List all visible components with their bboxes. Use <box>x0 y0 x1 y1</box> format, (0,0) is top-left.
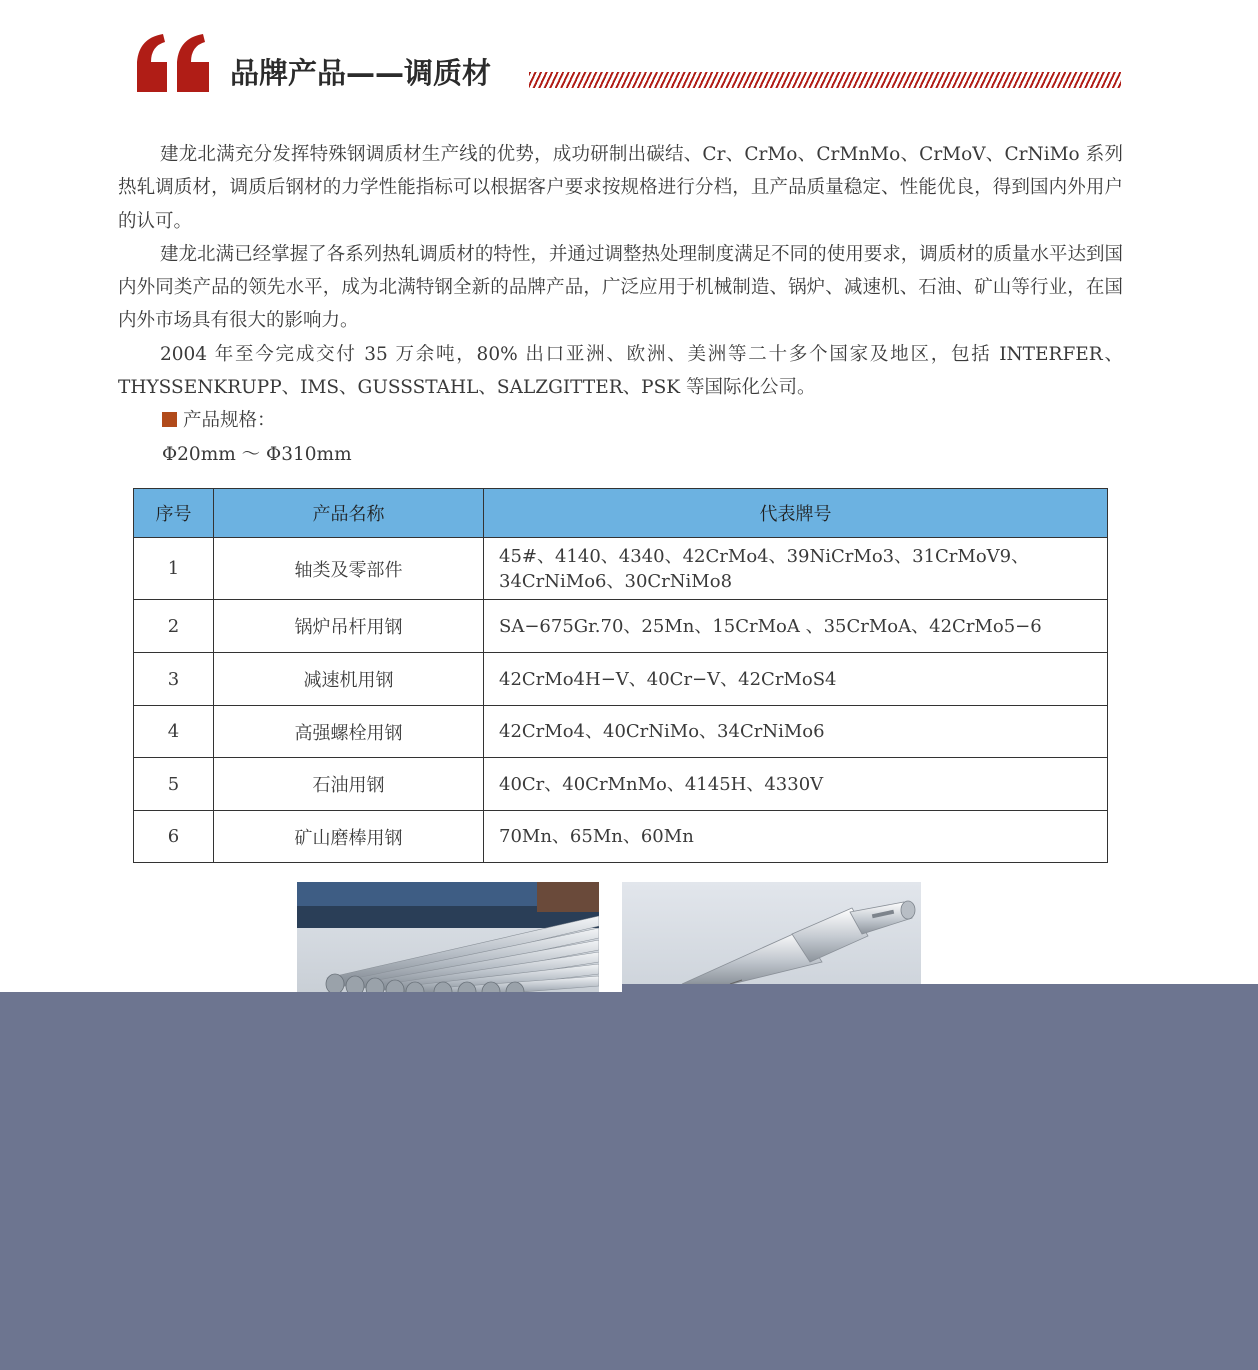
spec-range: Φ20mm ～ Φ310mm <box>162 444 352 465</box>
row-grades: 70Mn、65Mn、60Mn <box>484 811 1108 863</box>
table-header-row <box>134 489 1108 538</box>
row-grades: 42CrMo4H−V、40Cr−V、42CrMoS4 <box>484 653 1108 706</box>
product-table <box>133 488 1108 863</box>
row-grades: 45#、4140、4340、42CrMo4、39NiCrMo3、31CrMoV9、 34CrNiMo6、30CrNiMo8 <box>484 538 1108 600</box>
row-no: 1 <box>134 538 214 600</box>
header-name: 产品名称 <box>214 489 484 538</box>
row-grades: SA−675Gr.70、25Mn、15CrMoA 、35CrMoA、42CrMo5−6 <box>484 600 1108 653</box>
shaft-part-photo <box>622 882 921 984</box>
table-row <box>134 538 1108 600</box>
row-no: 3 <box>134 653 214 706</box>
page-title: 品牌产品——调质材 <box>230 56 492 90</box>
title-stripe-decoration <box>529 72 1121 88</box>
spec-heading <box>162 404 276 437</box>
footer-band <box>0 984 1258 1370</box>
row-name: 矿山磨棒用钢 <box>214 811 484 863</box>
double-quote-icon <box>133 32 213 92</box>
row-no: 4 <box>134 706 214 758</box>
intro-paragraph: 2004 年至今完成交付 35 万余吨，80% 出口亚洲、欧洲、美洲等二十多个国家及地区，包括 INTERFER、THYSSENKRUPP、IMS、GUSSSTAHL、SALZGITTER、PSK 等国际化公司。 <box>118 343 1123 399</box>
row-no: 2 <box>134 600 214 653</box>
table-row <box>134 653 1108 706</box>
spec-heading-label: 产品规格： <box>183 410 276 431</box>
page-header <box>133 28 1123 98</box>
row-grades: 40Cr、40CrMnMo、4145H、4330V <box>484 758 1108 811</box>
steel-bars-photo <box>297 882 599 992</box>
row-name: 石油用钢 <box>214 758 484 811</box>
intro-paragraph: 建龙北满充分发挥特殊钢调质材生产线的优势，成功研制出碳结、Cr、CrMo、CrMnMo、CrMoV、CrNiMo 系列热轧调质材，调质后钢材的力学性能指标可以根据客户要求按规格进行分档，且产品质量稳定、性能优良，得到国内外用户的认可。 <box>118 144 1123 232</box>
row-name: 锅炉吊杆用钢 <box>214 600 484 653</box>
table-row <box>134 811 1108 863</box>
table-row <box>134 758 1108 811</box>
table-row <box>134 706 1108 758</box>
header-no: 序号 <box>134 489 214 538</box>
row-no: 5 <box>134 758 214 811</box>
intro-text <box>118 138 1123 404</box>
table-row <box>134 600 1108 653</box>
row-name: 减速机用钢 <box>214 653 484 706</box>
row-name: 轴类及零部件 <box>214 538 484 600</box>
header-grades: 代表牌号 <box>484 489 1108 538</box>
square-bullet-icon <box>162 412 177 427</box>
intro-paragraph: 建龙北满已经掌握了各系列热轧调质材的特性，并通过调整热处理制度满足不同的使用要求，调质材的质量水平达到国内外同类产品的领先水平，成为北满特钢全新的品牌产品，广泛应用于机械制造、锅炉、减速机、石油、矿山等行业，在国内外市场具有很大的影响力。 <box>118 243 1123 332</box>
row-name: 高强螺栓用钢 <box>214 706 484 758</box>
row-grades: 42CrMo4、40CrNiMo、34CrNiMo6 <box>484 706 1108 758</box>
row-no: 6 <box>134 811 214 863</box>
